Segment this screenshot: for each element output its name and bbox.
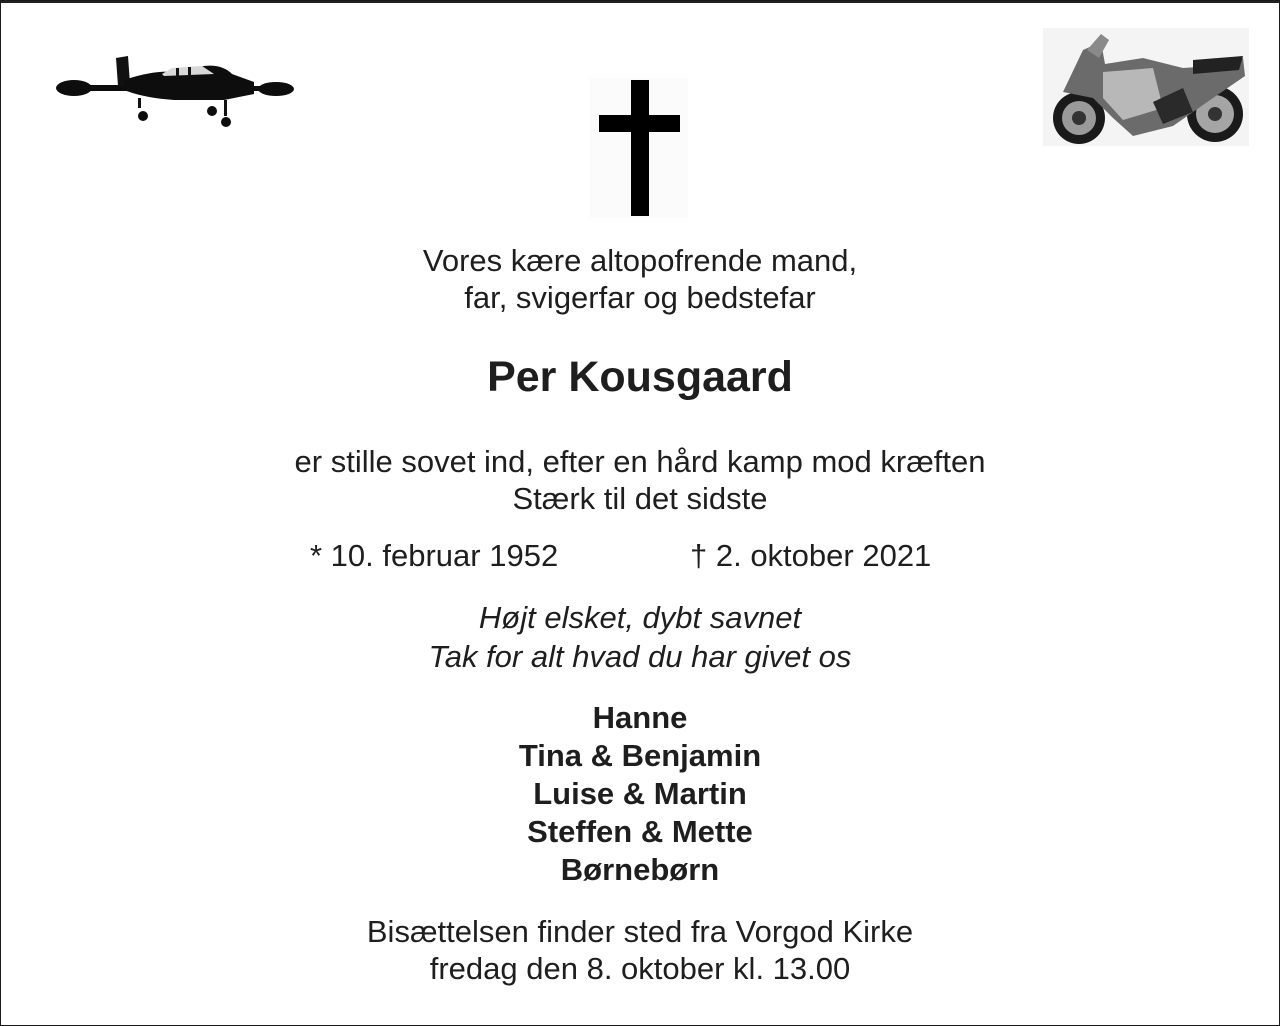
- family-member: Steffen & Mette: [527, 814, 753, 849]
- intro-line-1: Vores kære altopofrende mand,: [422, 243, 858, 278]
- deceased-name: Per Kousgaard: [487, 353, 793, 401]
- tribute-line-2: Tak for alt hvad du har givet os: [428, 639, 852, 674]
- intro-line-2: far, svigerfar og bedstefar: [464, 280, 816, 315]
- funeral-line-1: Bisættelsen finder sted fra Vorgod Kirke: [366, 914, 914, 949]
- birth-date: * 10. februar 1952: [310, 538, 559, 573]
- message-line-1: er stille sovet ind, efter en hård kamp mod kræften: [294, 444, 986, 479]
- death-date: † 2. oktober 2021: [690, 538, 932, 573]
- intro-text: [0, 242, 1280, 316]
- message-text: [0, 443, 1280, 517]
- tribute-text: [0, 598, 1280, 676]
- message-line-2: Stærk til det sidste: [512, 481, 768, 516]
- family-member: Hanne: [592, 700, 688, 735]
- funeral-info: [0, 913, 1280, 987]
- family-list: [0, 699, 1280, 889]
- motorcycle-icon: [1043, 28, 1249, 146]
- airplane-icon: [54, 44, 296, 128]
- family-member: Luise & Martin: [533, 776, 747, 811]
- family-member: Tina & Benjamin: [518, 738, 762, 773]
- family-member: Børnebørn: [560, 852, 720, 887]
- tribute-line-1: Højt elsket, dybt savnet: [478, 600, 802, 635]
- dates-row: [0, 538, 1280, 578]
- funeral-line-2: fredag den 8. oktober kl. 13.00: [429, 951, 851, 986]
- cross-icon: [590, 78, 688, 218]
